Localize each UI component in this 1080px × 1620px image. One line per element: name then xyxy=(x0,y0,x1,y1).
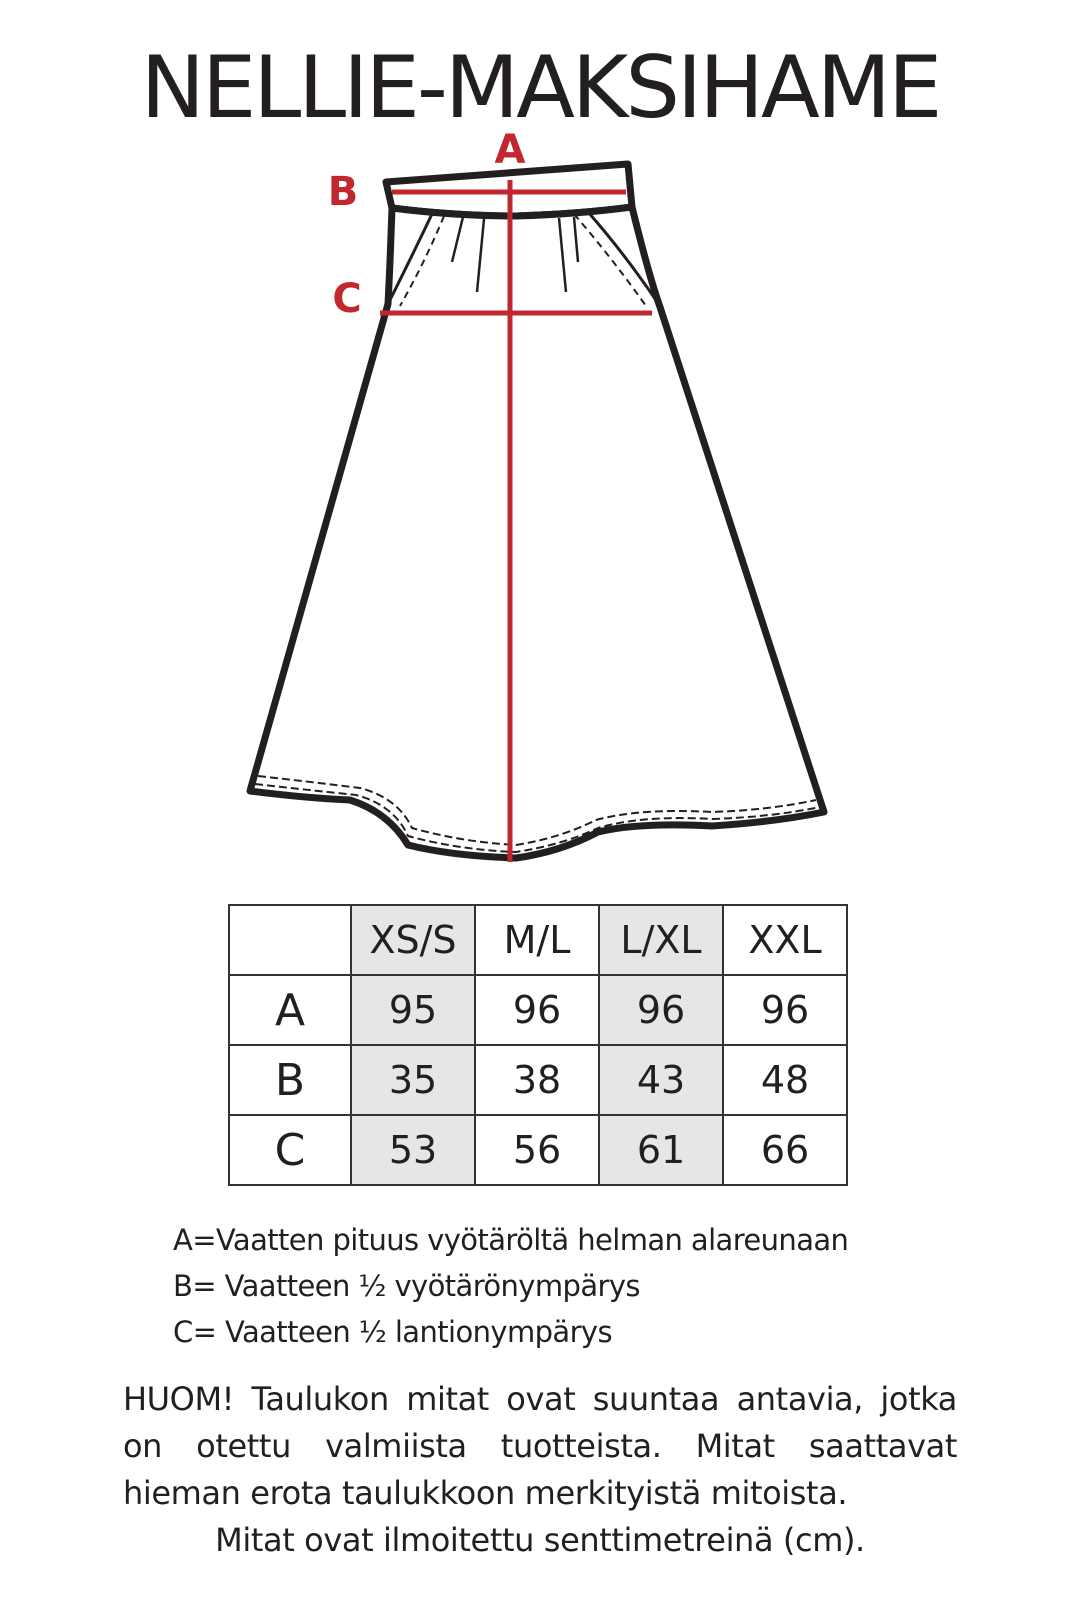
table-cell: 35 xyxy=(351,1045,475,1115)
table-cell: 61 xyxy=(599,1115,723,1185)
row-label: B xyxy=(229,1045,351,1115)
label-c: C xyxy=(332,276,362,322)
row-label: C xyxy=(229,1115,351,1185)
header-cell-xxl: XXL xyxy=(723,905,847,975)
note-text: HUOM! Taulukon mitat ovat suuntaa antavia, jotka on otettu valmiista tuotteista. Mitat saattavat hieman erota taulukkoon merkityistä mitoista. xyxy=(123,1380,957,1512)
note-last-line: Mitat ovat ilmoitettu senttimetreinä (cm). xyxy=(215,1521,865,1559)
table-cell: 66 xyxy=(723,1115,847,1185)
table-cell: 96 xyxy=(475,975,599,1045)
table-row xyxy=(229,975,847,1045)
table-cell: 38 xyxy=(475,1045,599,1115)
table-row xyxy=(229,1115,847,1185)
table-header-row xyxy=(229,905,847,975)
legend-item-a: A=Vaatten pituus vyötäröltä helman alareunaan xyxy=(173,1223,849,1257)
header-cell-empty xyxy=(229,905,351,975)
table-cell: 96 xyxy=(723,975,847,1045)
label-b: B xyxy=(327,169,359,215)
page-title: NELLIE-MAKSIHAME xyxy=(140,38,940,138)
table-cell: 43 xyxy=(599,1045,723,1115)
table-cell: 56 xyxy=(475,1115,599,1185)
table-cell: 53 xyxy=(351,1115,475,1185)
table-cell: 48 xyxy=(723,1045,847,1115)
legend xyxy=(173,1217,848,1355)
legend-item-c: C= Vaatteen ½ lantionympärys xyxy=(173,1315,612,1349)
table-cell: 95 xyxy=(351,975,475,1045)
label-a: A xyxy=(494,127,526,173)
table-row xyxy=(229,1045,847,1115)
header-cell-m-l: M/L xyxy=(475,905,599,975)
table-cell: 96 xyxy=(599,975,723,1045)
header-cell-xs-s: XS/S xyxy=(351,905,475,975)
size-table xyxy=(228,904,848,1186)
header-cell-l-xl: L/XL xyxy=(599,905,723,975)
legend-item-b: B= Vaatteen ½ vyötärönympärys xyxy=(173,1269,640,1303)
row-label: A xyxy=(229,975,351,1045)
